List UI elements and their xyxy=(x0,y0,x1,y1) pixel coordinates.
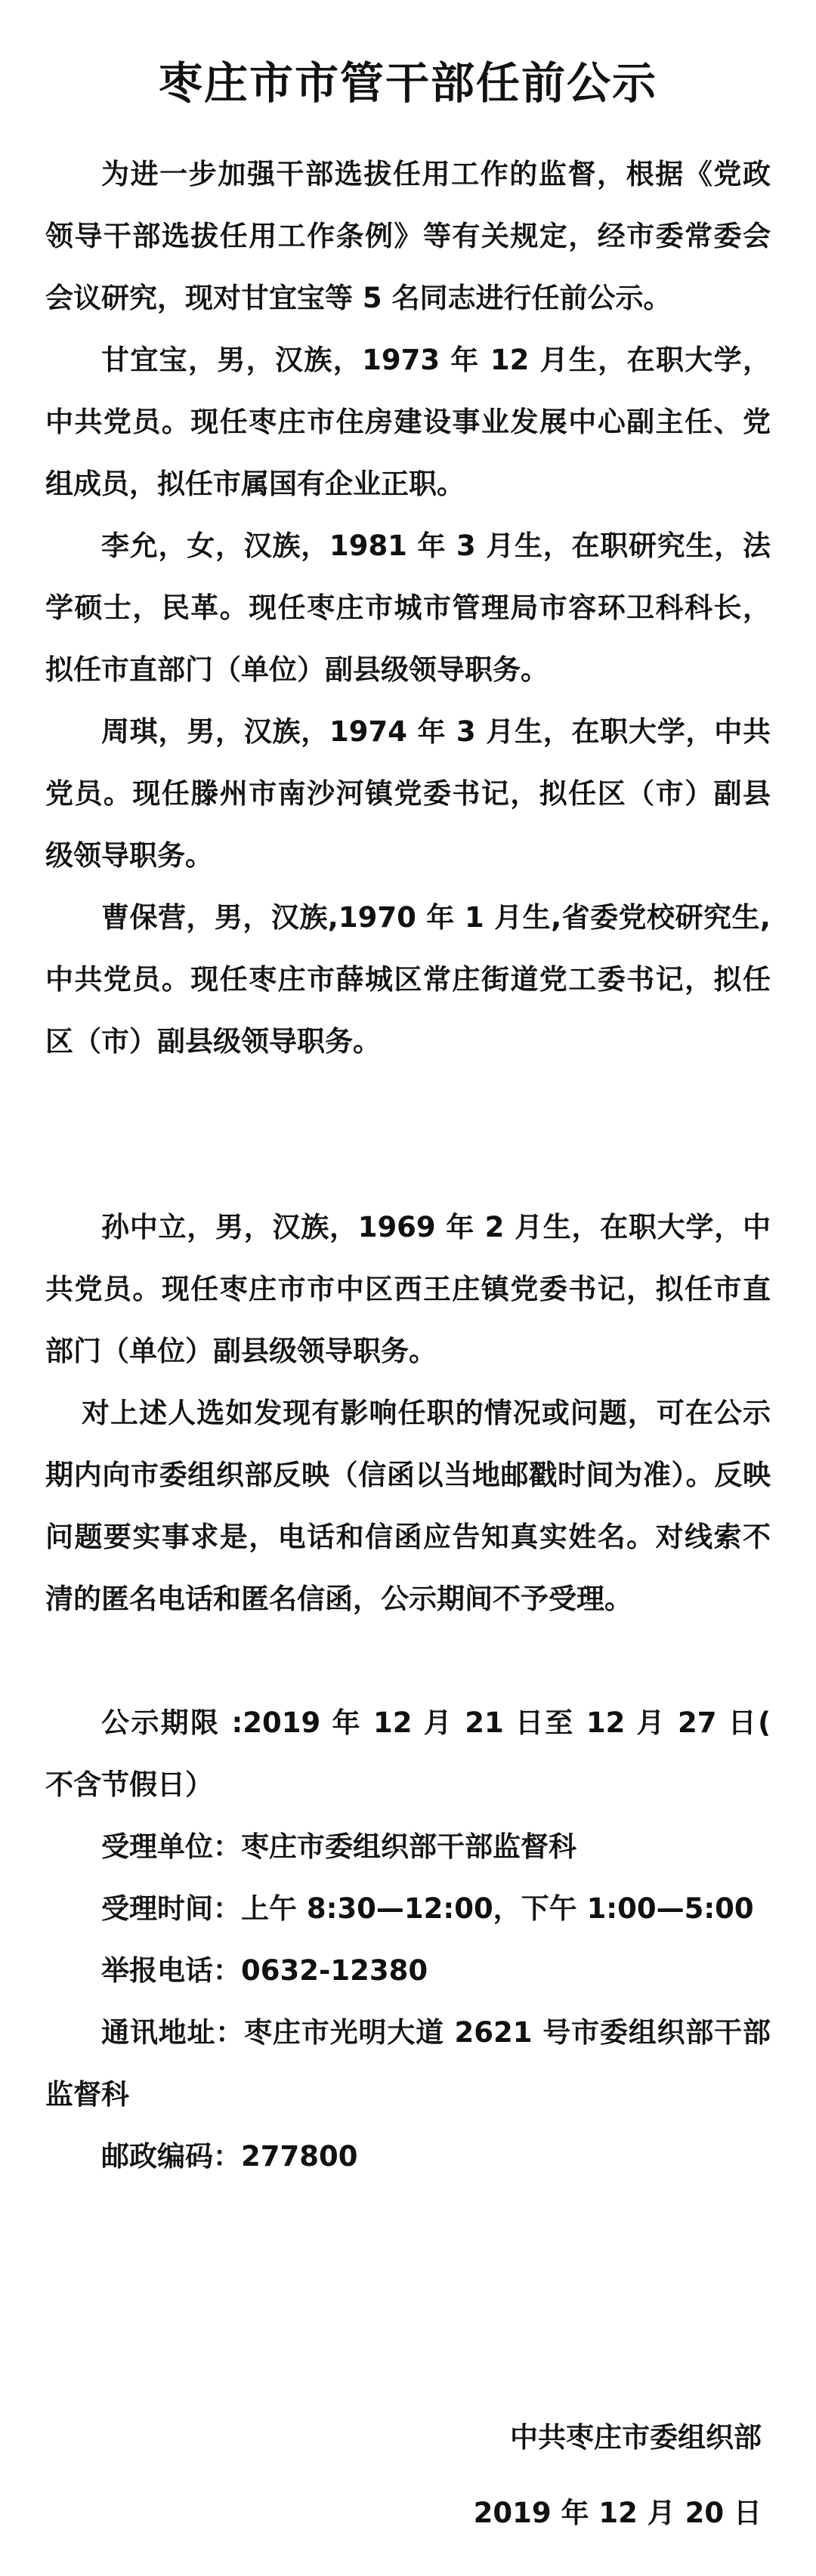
candidate-paragraph-3: 周琪，男，汉族，1974 年 3 月生，在职大学，中共党员。现任滕州市南沙河镇党委书记，拟任区（市）副县级领导职务。 xyxy=(45,715,771,872)
publicity-period: 公示期限 :2019 年 12 月 21 日至 12 月 27 日( 不含节假日） xyxy=(45,1707,771,1801)
accepting-hours: 受理时间：上午 8:30—12:00，下午 1:00—5:00 xyxy=(101,1892,754,1925)
signature-date: 2019 年 12 月 20 日 xyxy=(473,2497,762,2529)
postal-code: 邮政编码：277800 xyxy=(101,2140,358,2173)
intro-paragraph: 为进一步加强干部选拔任用工作的监督，根据《党政领导干部选拔任用工作条例》等有关规定，经市委常委会会议研究，现对甘宜宝等 5 名同志进行任前公示。 xyxy=(45,158,771,314)
candidate-paragraph-2: 李允，女，汉族，1981 年 3 月生，在职研究生，法学硕士，民革。现任枣庄市城市管理局市容环卫科科长，拟任市直部门（单位）副县级领导职务。 xyxy=(45,530,771,686)
candidate-paragraph-4: 曹保营，男，汉族,1970 年 1 月生,省委党校研究生,中共党员。现任枣庄市薛城区常庄街道党工委书记，拟任区（市）副县级领导职务。 xyxy=(45,901,771,1058)
mailing-address: 通讯地址：枣庄市光明大道 2621 号市委组织部干部监督科 xyxy=(45,2016,771,2111)
report-phone: 举报电话：0632-12380 xyxy=(101,1954,428,1987)
candidate-paragraph-1: 甘宜宝，男，汉族，1973 年 12 月生，在职大学，中共党员。现任枣庄市住房建设事业发展中心副主任、党组成员，拟任市属国有企业正职。 xyxy=(45,344,771,500)
notice-paragraph: 对上述人选如发现有影响任职的情况或问题，可在公示期内向市委组织部反映（信函以当地邮戳时间为准）。反映问题要实事求是，电话和信函应告知真实姓名。对线索不清的匿名电话和匿名信函，公示期间不予受理。 xyxy=(45,1397,771,1615)
accepting-unit: 受理单位：枣庄市委组织部干部监督科 xyxy=(101,1830,576,1863)
candidate-paragraph-5: 孙中立，男，汉族，1969 年 2 月生，在职大学，中共党员。现任枣庄市市中区西王庄镇党委书记，拟任市直部门（单位）副县级领导职务。 xyxy=(45,1211,771,1367)
page-title: 枣庄市市管干部任前公示 xyxy=(158,57,657,109)
signature-org: 中共枣庄市委组织部 xyxy=(510,2421,762,2454)
